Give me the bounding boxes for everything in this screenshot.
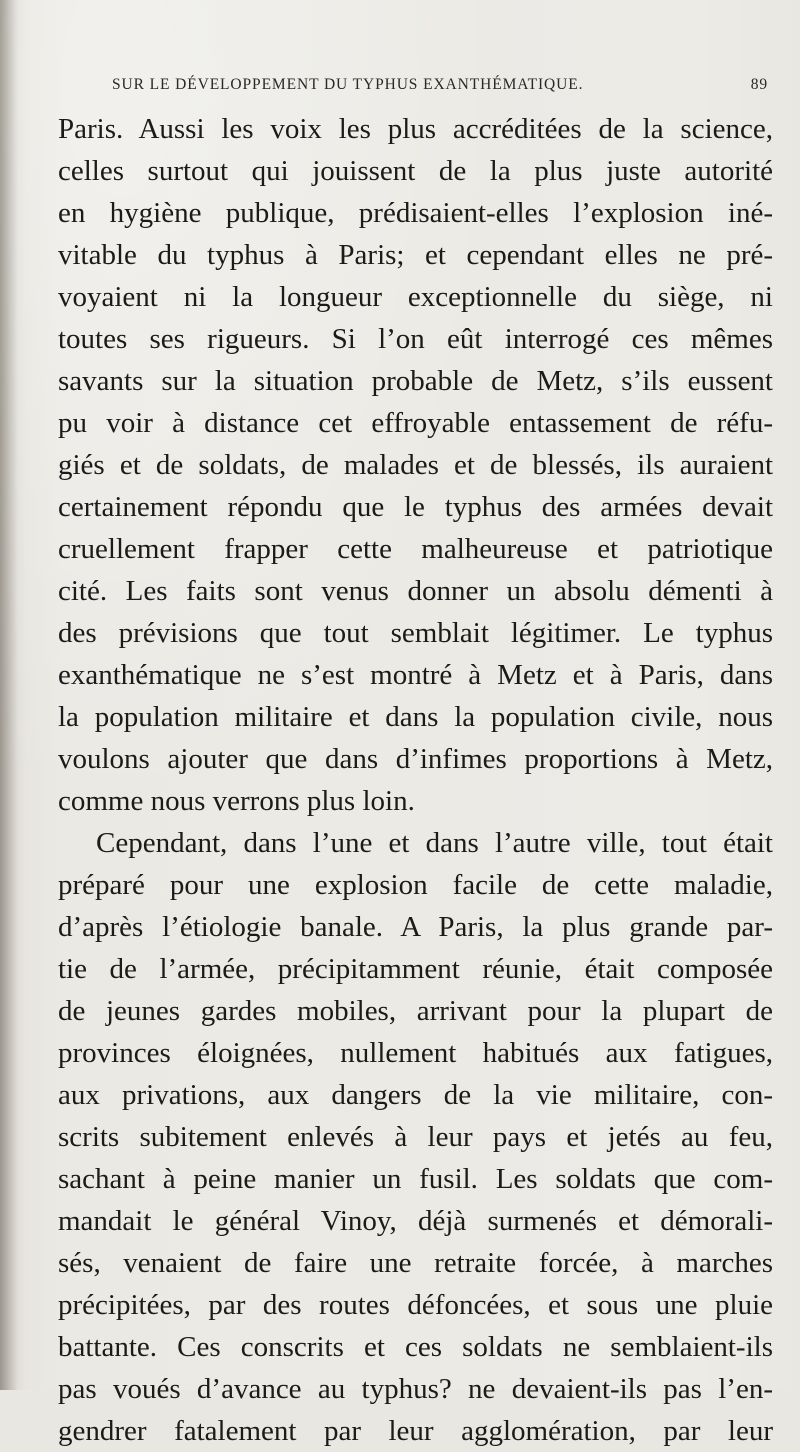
binding-edge-shadow [0, 0, 18, 1390]
text-line: pas voués d’avance au typhus? ne devaient-ils pas l’en- [58, 1373, 773, 1405]
text-line: voulons ajouter que dans d’infimes proportions à Metz, [58, 743, 773, 775]
text-line: pu voir à distance cet effroyable entassement de réfu- [58, 407, 773, 439]
text-line: cruellement frapper cette malheureuse et patriotique [58, 533, 773, 565]
text-line: provinces éloignées, nullement habitués aux fatigues, [58, 1037, 773, 1069]
text-line: préparé pour une explosion facile de cette maladie, [58, 869, 773, 901]
text-line: mandait le général Vinoy, déjà surmenés et démorali- [58, 1205, 773, 1237]
text-line: comme nous verrons plus loin. [58, 785, 415, 817]
text-line: toutes ses rigueurs. Si l’on eût interrogé ces mêmes [58, 323, 773, 355]
text-line: la population militaire et dans la population civile, nous [58, 701, 773, 733]
text-line: giés et de soldats, de malades et de blessés, ils auraient [58, 449, 773, 481]
running-title: SUR LE DÉVELOPPEMENT DU TYPHUS EXANTHÉMATIQUE. [112, 76, 584, 93]
page-number: 89 [750, 76, 768, 93]
text-line: cité. Les faits sont venus donner un absolu démenti à [58, 575, 773, 607]
text-line: vitable du typhus à Paris; et cependant elles ne pré- [58, 239, 773, 271]
text-line: en hygiène publique, prédisaient-elles l’explosion iné- [58, 197, 773, 229]
text-line: gendrer fatalement par leur agglomération, par leur [58, 1415, 773, 1447]
running-head [112, 76, 768, 102]
text-line: certainement répondu que le typhus des armées devait [58, 491, 773, 523]
text-line: sachant à peine manier un fusil. Les soldats que com- [58, 1163, 773, 1195]
text-line: Cependant, dans l’une et dans l’autre ville, tout était [96, 827, 773, 859]
text-line: Paris. Aussi les voix les plus accréditées de la science, [58, 113, 773, 145]
text-line: sés, venaient de faire une retraite forcée, à marches [58, 1247, 773, 1279]
text-line: scrits subitement enlevés à leur pays et jetés au feu, [58, 1121, 773, 1153]
text-line: celles surtout qui jouissent de la plus juste autorité [58, 155, 773, 187]
text-line: aux privations, aux dangers de la vie militaire, con- [58, 1079, 773, 1111]
text-line: des prévisions que tout semblait légitimer. Le typhus [58, 617, 773, 649]
text-line: de jeunes gardes mobiles, arrivant pour la plupart de [58, 995, 773, 1027]
text-line: précipitées, par des routes défoncées, et sous une pluie [58, 1289, 773, 1321]
text-line: battante. Ces conscrits et ces soldats ne semblaient-ils [58, 1331, 773, 1363]
body-text [58, 108, 773, 1452]
text-line: tie de l’armée, précipitamment réunie, était composée [58, 953, 773, 985]
text-line: voyaient ni la longueur exceptionnelle du siège, ni [58, 281, 773, 313]
text-line: exanthématique ne s’est montré à Metz et à Paris, dans [58, 659, 773, 691]
text-line: d’après l’étiologie banale. A Paris, la plus grande par- [58, 911, 773, 943]
text-line: savants sur la situation probable de Metz, s’ils eussent [58, 365, 773, 397]
